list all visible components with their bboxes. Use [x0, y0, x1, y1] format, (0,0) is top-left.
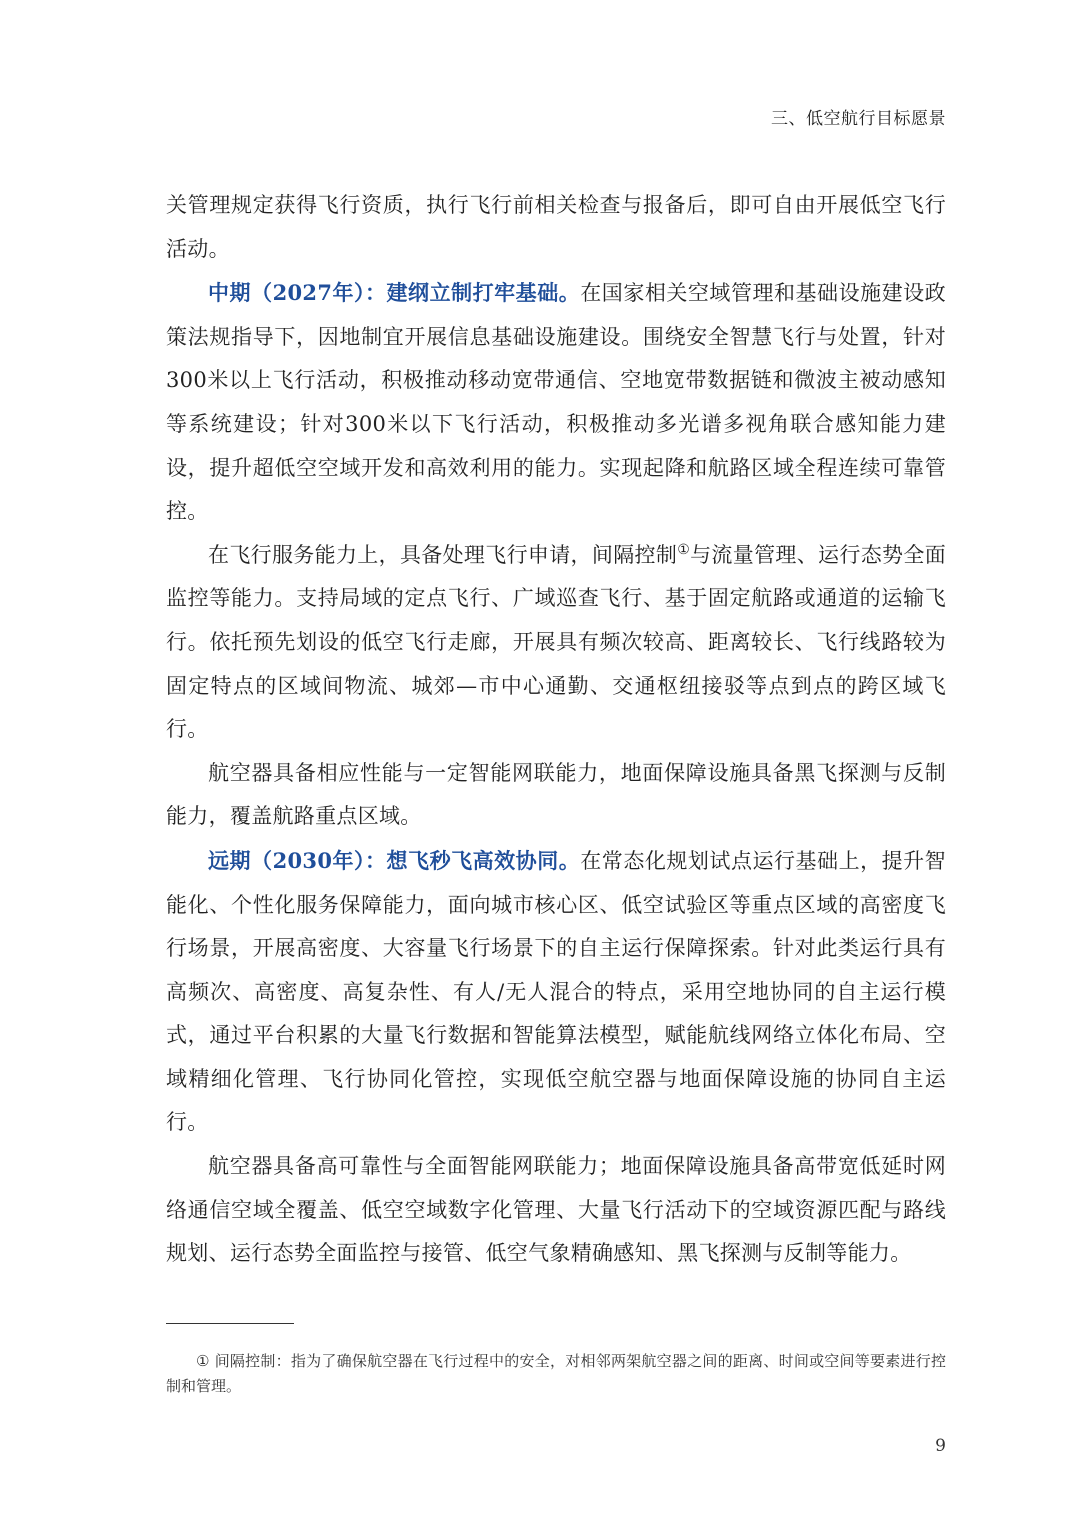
footnote: ① 间隔控制：指为了确保航空器在飞行过程中的安全，对相邻两架航空器之间的距离、时间或空间等要素进行控制和管理。 [166, 1352, 946, 1395]
paragraph-flight-service [166, 534, 946, 752]
mid-term-heading: 中期（2027年）：建纲立制打牢基础。 [208, 280, 581, 306]
flight-service-text-a: 在飞行服务能力上，具备处理飞行申请，间隔控制 [208, 542, 678, 567]
footnote-reference: ① [677, 541, 691, 558]
page-number: 9 [935, 1436, 946, 1456]
paragraph-continuation: 关管理规定获得飞行资质，执行飞行前相关检查与报备后，即可自由开展低空飞行活动。 [166, 193, 946, 261]
mid-term-text: 在国家相关空域管理和基础设施建设政策法规指导下，因地制宜开展信息基础设施建设。围绕安全智慧飞行与处置，针对300米以上飞行活动，积极推动移动宽带通信、空地宽带数据链和微波主被动感知等系统建设；针对300米以下飞行活动，积极推动多光谱多视角联合感知能力建设，提升超低空空域开发和高效利用的能力。实现起降和航路区域全程连续可靠管控。 [166, 281, 946, 524]
running-header: 三、低空航行目标愿景 [771, 109, 946, 129]
paragraph-mid-aircraft: 航空器具备相应性能与一定智能网联能力，地面保障设施具备黑飞探测与反制能力，覆盖航路重点区域。 [166, 760, 946, 829]
long-term-heading: 远期（2030年）：想飞秒飞高效协同。 [208, 847, 581, 873]
long-term-text: 在常态化规划试点运行基础上，提升智能化、个性化服务保障能力，面向城市核心区、低空试验区等重点区域的高密度飞行场景，开展高密度、大容量飞行场景下的自主运行保障探索。针对此类运行具有高频次、高密度、高复杂性、有人/无人混合的特点，采用空地协同的自主运行模式，通过平台积累的大量飞行数据和智能算法模型，赋能航线网络立体化布局、空域精细化管理、飞行协同化管控，实现低空航空器与地面保障设施的协同自主运行。 [166, 848, 946, 1135]
footnote-divider [166, 1323, 294, 1324]
body-text [166, 184, 946, 1276]
paragraph-long-term [166, 839, 946, 1145]
flight-service-text-b: 与流量管理、运行态势全面监控等能力。支持局域的定点飞行、广域巡查飞行、基于固定航路或通道的运输飞行。依托预先划设的低空飞行走廊，开展具有频次较高、距离较长、飞行线路较为固定特点的区域间物流、城郊—市中心通勤、交通枢纽接驳等点到点的跨区域飞行。 [166, 542, 946, 742]
paragraph-mid-term [166, 271, 946, 534]
paragraph-long-aircraft: 航空器具备高可靠性与全面智能网联能力；地面保障设施具备高带宽低延时网络通信空域全覆盖、低空空域数字化管理、大量飞行活动下的空域资源匹配与路线规划、运行态势全面监控与接管、低空气象精确感知、黑飞探测与反制等能力。 [166, 1154, 946, 1266]
